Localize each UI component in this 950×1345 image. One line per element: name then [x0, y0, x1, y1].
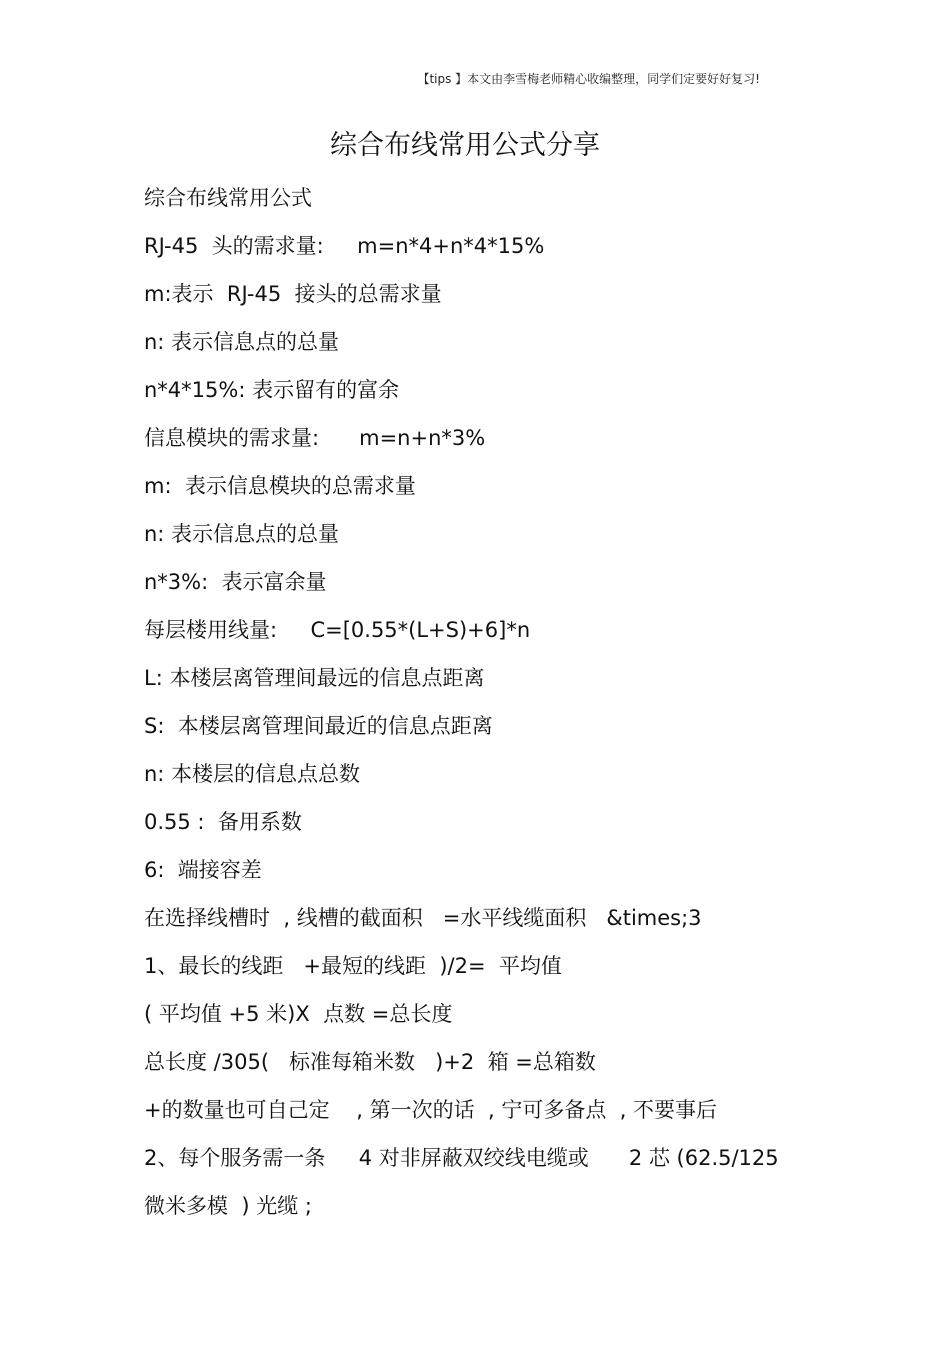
body-line-rj45-formula: RJ-45 头的需求量: m=n*4+n*4*15%	[144, 234, 545, 258]
body-line-cable-l: L: 本楼层离管理间最远的信息点距离	[144, 666, 485, 690]
body-line-module-m: m: 表示信息模块的总需求量	[144, 474, 416, 498]
body-line-module-formula: 信息模块的需求量: m=n+n*3%	[144, 426, 486, 450]
body-line-cable-formula: 每层楼用线量: C=[0.55*(L+S)+6]*n	[144, 618, 531, 642]
body-line-total-boxes: 总长度 /305( 标准每箱米数 )+2 箱 =总箱数	[144, 1050, 596, 1074]
body-line-service-cable: 2、每个服务需一条 4 对非屏蔽双绞线电缆或 2 芯 (62.5/125	[144, 1146, 779, 1170]
body-line-average: 1、最长的线距 +最短的线距 )/2= 平均值	[144, 954, 562, 978]
body-line-trunking: 在选择线槽时 , 线槽的截面积 =水平线缆面积 &times;3	[144, 906, 702, 930]
body-line-module-n: n: 表示信息点的总量	[144, 522, 340, 546]
document-body	[144, 178, 924, 1234]
body-line-heading: 综合布线常用公式	[144, 186, 312, 210]
body-line-rj45-n: n: 表示信息点的总量	[144, 330, 340, 354]
body-line-cable-tolerance: 6: 端接容差	[144, 858, 262, 882]
body-line-cable-s: S: 本楼层离管理间最近的信息点距离	[144, 714, 493, 738]
body-line-cable-coefficient: 0.55 : 备用系数	[144, 810, 302, 834]
body-line-rj45-m: m:表示 RJ-45 接头的总需求量	[144, 282, 442, 306]
document-title: 综合布线常用公式分享	[330, 130, 600, 161]
header-tips-note: 【tips 】本文由李雪梅老师精心收编整理，同学们定要好好复习!	[417, 72, 760, 86]
body-line-total-length: ( 平均值 +5 米)X 点数 =总长度	[144, 1002, 453, 1026]
body-line-spare-note: +的数量也可自己定 , 第一次的话 , 宁可多备点 , 不要事后	[144, 1098, 718, 1122]
body-line-module-surplus: n*3%: 表示富余量	[144, 570, 327, 594]
body-line-rj45-surplus: n*4*15%: 表示留有的富余	[144, 378, 400, 402]
body-line-fiber: 微米多模 ) 光缆 ;	[144, 1194, 312, 1218]
body-line-cable-n: n: 本楼层的信息点总数	[144, 762, 361, 786]
